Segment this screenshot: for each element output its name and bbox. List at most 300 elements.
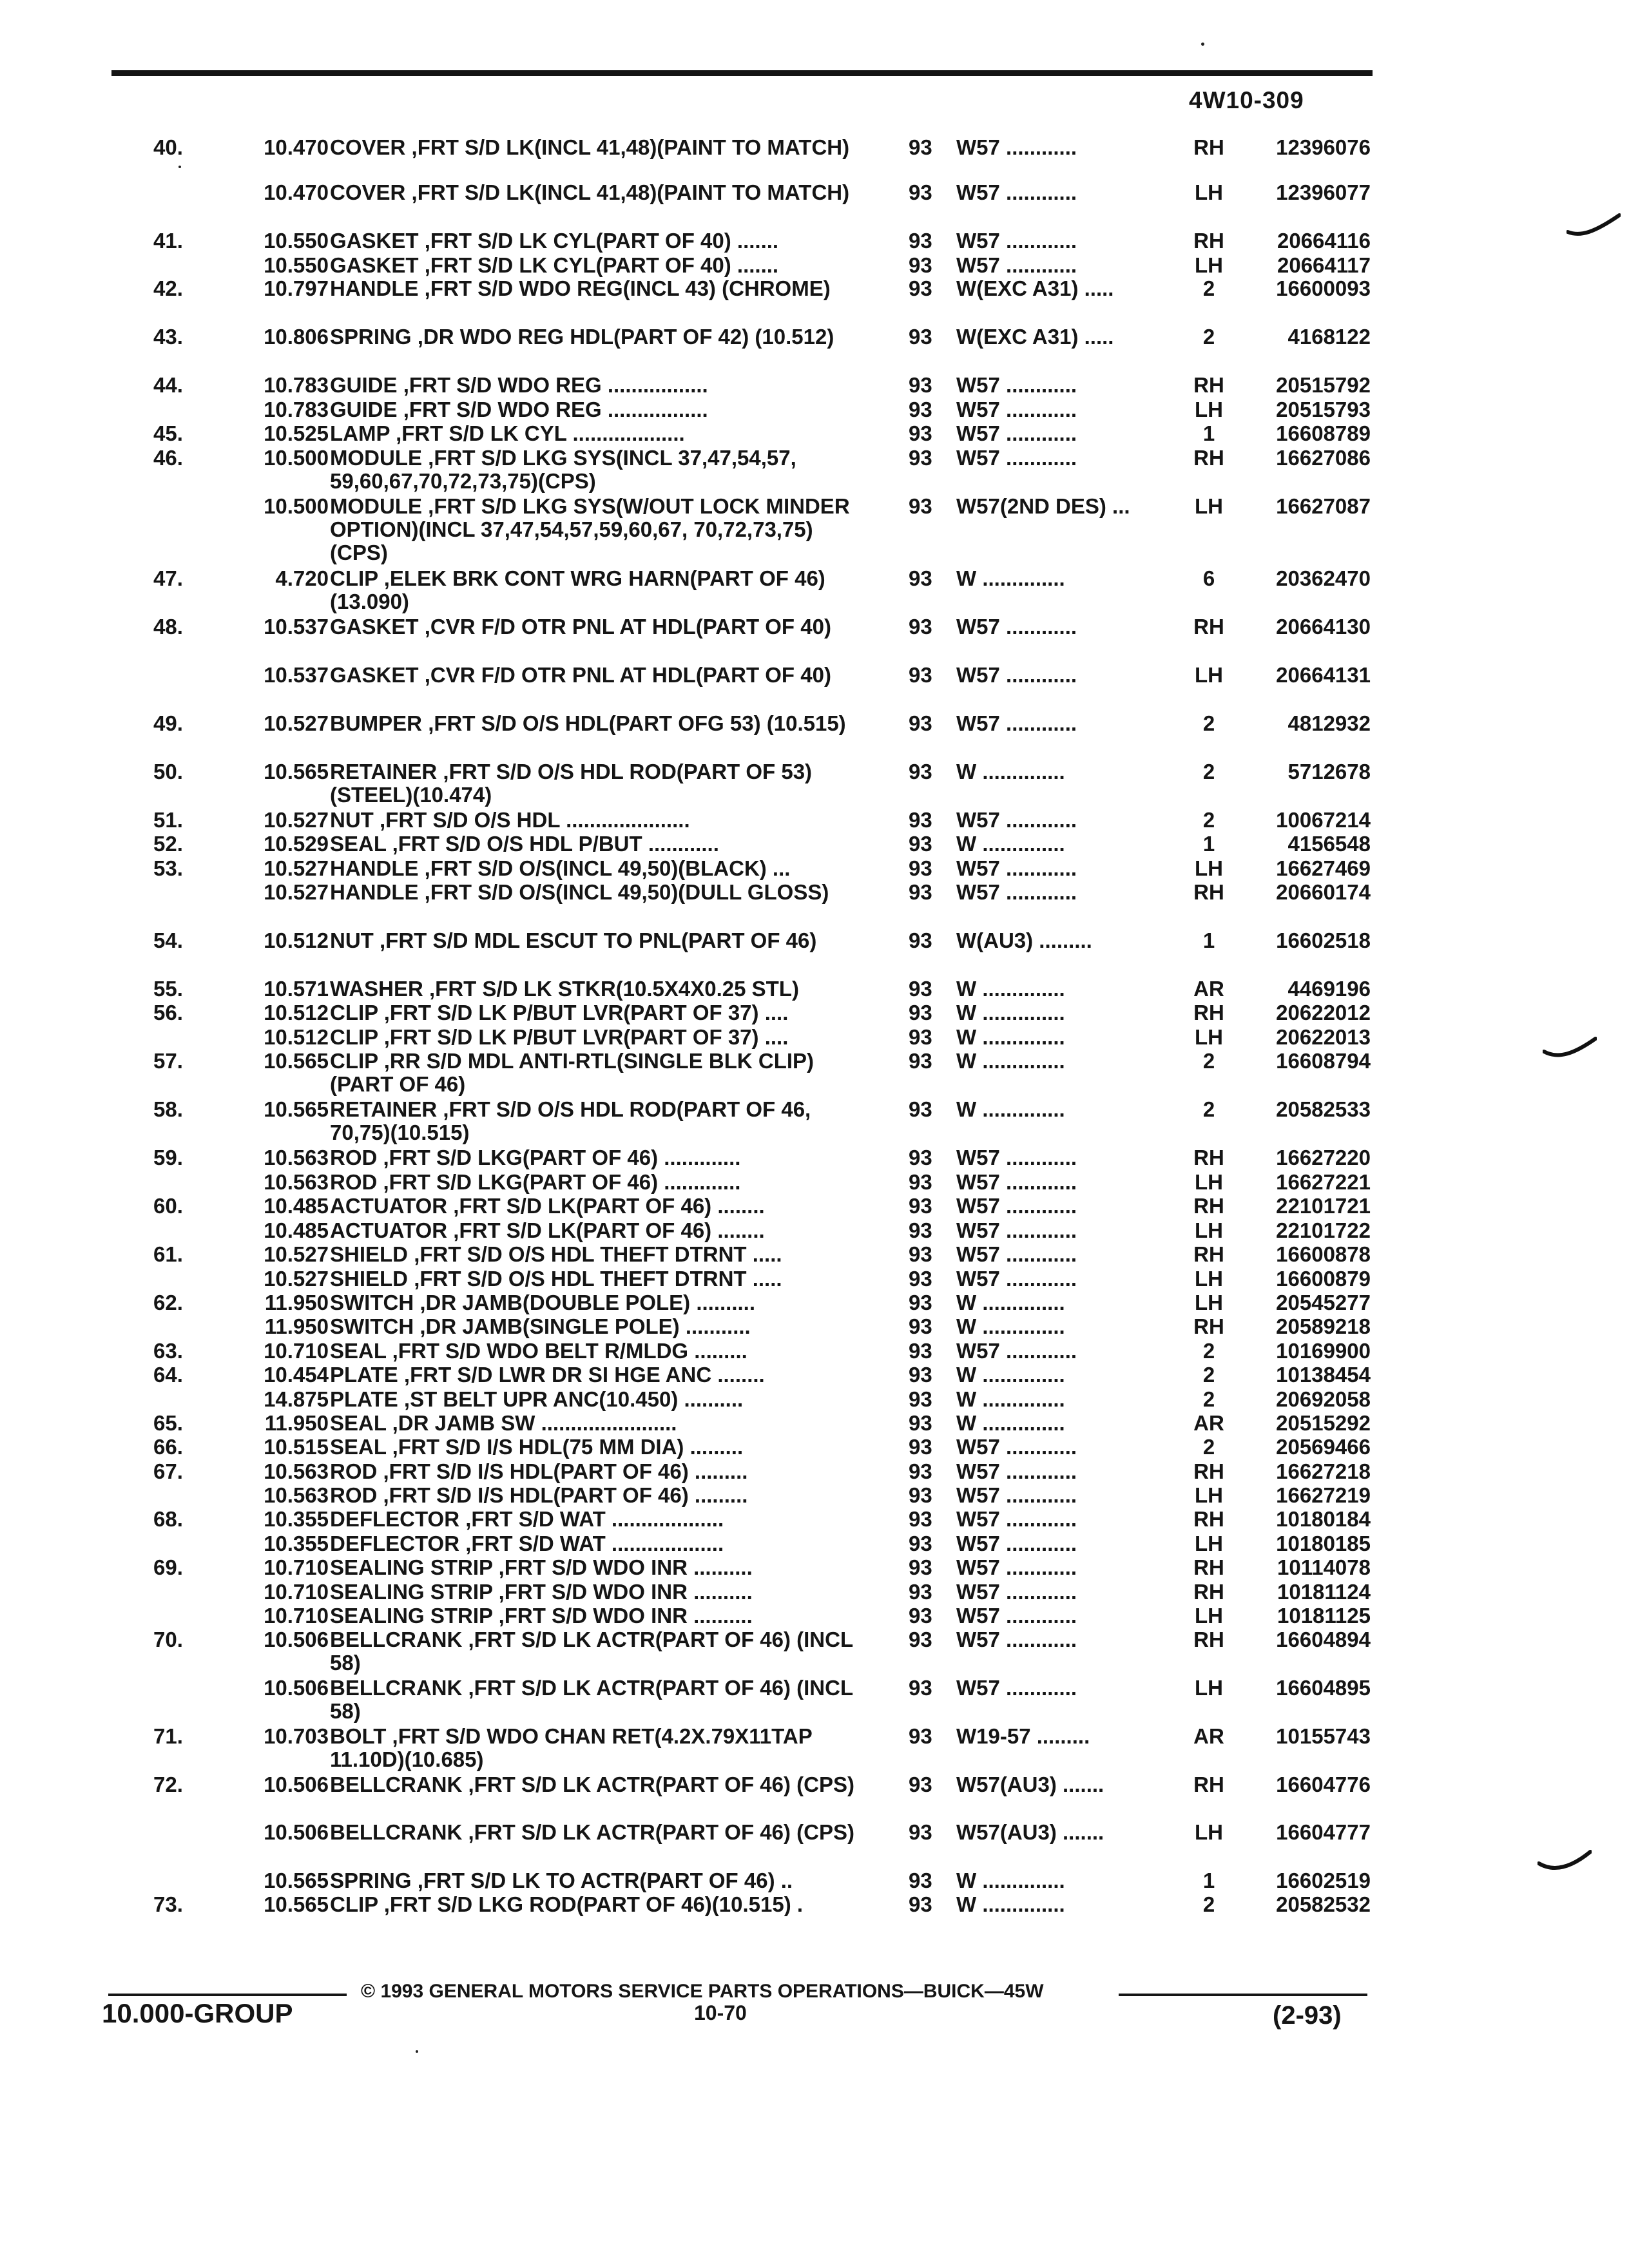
- part-number: 10180185: [1276, 1532, 1371, 1555]
- quantity: RH: [1193, 1194, 1224, 1218]
- part-number: 20515292: [1276, 1411, 1371, 1435]
- part-number: 4812932: [1287, 711, 1371, 735]
- model-year: 93: [909, 1435, 932, 1459]
- part-number: 20692058: [1276, 1387, 1371, 1411]
- model-year: 93: [909, 446, 932, 470]
- quantity: RH: [1193, 1773, 1224, 1796]
- part-number: 20569466: [1276, 1435, 1371, 1459]
- part-description-text: ,FRT S/D WDO BELT R/MLDG .........: [392, 1339, 747, 1363]
- model-year: 93: [909, 135, 932, 159]
- footer-copyright: © 1993 GENERAL MOTORS SERVICE PARTS OPERATIONS—BUICK—45W: [361, 1981, 1044, 2002]
- part-number: 16600879: [1276, 1267, 1371, 1291]
- model-year: 93: [909, 1724, 932, 1748]
- reference-number: 47.: [153, 566, 183, 590]
- model-usage: W ..............: [956, 1869, 1065, 1892]
- model-year: 93: [909, 1507, 932, 1531]
- quantity: LH: [1195, 398, 1223, 421]
- part-number: 16608794: [1276, 1049, 1371, 1073]
- part-description: [330, 1821, 858, 1844]
- part-number: 10169900: [1276, 1339, 1371, 1363]
- parts-row: [0, 1725, 1629, 1773]
- reference-number: 63.: [153, 1339, 183, 1363]
- part-noun: CLIP: [330, 1892, 378, 1916]
- part-noun: SEALING STRIP: [330, 1555, 493, 1579]
- model-year: 93: [909, 880, 932, 904]
- part-description: [330, 1195, 858, 1218]
- part-description-text: ,ELEK BRK CONT WRG HARN(PART OF 46)(13.090): [330, 566, 825, 613]
- model-year: 93: [909, 276, 932, 300]
- part-description: [330, 495, 858, 564]
- part-description: [330, 809, 858, 832]
- part-description: [330, 1508, 858, 1531]
- group-number: 14.875: [264, 1387, 329, 1411]
- model-year: 93: [909, 1049, 932, 1073]
- part-noun: LAMP: [330, 421, 390, 445]
- part-description-text: ,RR S/D MDL ANTI-RTL(SINGLE BLK CLIP) (PART OF 46): [330, 1049, 815, 1096]
- model-usage: W57 ............: [956, 1267, 1077, 1291]
- part-noun: RETAINER: [330, 760, 438, 783]
- part-description: [330, 1677, 858, 1723]
- part-noun: SHIELD: [330, 1267, 409, 1291]
- parts-row: [0, 181, 1629, 229]
- part-description-text: ,FRT S/D LKG(PART OF 46) .............: [383, 1146, 741, 1169]
- part-description-text: ,FRT S/D O/S HDL ROD(PART OF 46, 70,75)(10.515): [330, 1097, 811, 1144]
- part-number: 20664130: [1276, 615, 1371, 639]
- part-number: 20660174: [1276, 880, 1371, 904]
- parts-row: [0, 1893, 1629, 1941]
- part-description: [330, 664, 858, 687]
- part-description: [330, 1869, 858, 1892]
- part-description-text: ,FRT S/D LK(PART OF 46) ........: [453, 1194, 765, 1218]
- part-number: 20515792: [1276, 373, 1371, 397]
- group-number: 10.710: [264, 1555, 329, 1579]
- quantity: RH: [1193, 1242, 1224, 1266]
- part-description-text: ,FRT S/D LKG ROD(PART OF 46)(10.515) .: [383, 1892, 804, 1916]
- part-description-text: ,FRT S/D O/S HDL ROD(PART OF 53) (STEEL)(10.474): [330, 760, 813, 807]
- model-usage: W57 ............: [956, 1243, 1077, 1266]
- part-noun: ACTUATOR: [330, 1194, 448, 1218]
- part-noun: SPRING: [330, 1869, 412, 1892]
- reference-number: 40.: [153, 135, 183, 159]
- group-number: 11.950: [264, 1291, 329, 1314]
- model-usage: W57 ............: [956, 1581, 1077, 1604]
- model-usage: W57 ............: [956, 664, 1077, 687]
- model-usage: W ..............: [956, 1388, 1065, 1411]
- group-number: 10.512: [264, 1025, 329, 1049]
- part-description: [330, 567, 858, 613]
- part-description-text: ,FRT S/D O/S HDL .....................: [380, 808, 690, 832]
- part-noun: BELLCRANK: [330, 1820, 463, 1844]
- parts-row: [0, 1677, 1629, 1724]
- part-description-text: ,FRT S/D I/S HDL(PART OF 46) .........: [383, 1459, 748, 1483]
- quantity: RH: [1193, 615, 1224, 639]
- model-year: 93: [909, 1580, 932, 1604]
- model-year: 93: [909, 1170, 932, 1194]
- part-number: 16604777: [1276, 1820, 1371, 1844]
- model-year: 93: [909, 1532, 932, 1555]
- parts-row: [0, 277, 1629, 325]
- part-description-text: ,FRT S/D LK TO ACTR(PART OF 46) ..: [417, 1869, 793, 1892]
- quantity: RH: [1193, 229, 1224, 253]
- model-usage: W57 ............: [956, 374, 1077, 397]
- quantity: RH: [1193, 1555, 1224, 1579]
- group-number: 10.797: [264, 276, 329, 300]
- parts-row: [0, 929, 1629, 977]
- part-description: [330, 325, 858, 349]
- model-usage: W ..............: [956, 760, 1065, 783]
- group-number: 10.565: [264, 760, 329, 783]
- part-number: 12396077: [1276, 180, 1371, 204]
- part-number: 16600878: [1276, 1242, 1371, 1266]
- model-year: 93: [909, 856, 932, 880]
- reference-number: 43.: [153, 325, 183, 349]
- check-mark-icon: [1566, 213, 1621, 238]
- quantity: AR: [1193, 1411, 1224, 1435]
- part-number: 10155743: [1276, 1724, 1371, 1748]
- part-description: [330, 1001, 858, 1024]
- reference-number: 44.: [153, 373, 183, 397]
- reference-number: 70.: [153, 1628, 183, 1651]
- part-description-text: ,FRT S/D WDO INR ..........: [498, 1604, 753, 1628]
- part-number: 5712678: [1287, 760, 1371, 783]
- parts-row: [0, 1050, 1629, 1097]
- part-description: [330, 1628, 858, 1675]
- model-year: 93: [909, 1892, 932, 1916]
- part-description: [330, 1243, 858, 1266]
- group-number: 10.565: [264, 1892, 329, 1916]
- parts-row: [0, 1098, 1629, 1146]
- parts-row: [0, 664, 1629, 711]
- parts-row: [0, 1773, 1629, 1821]
- group-number: 10.563: [264, 1459, 329, 1483]
- reference-number: 45.: [153, 421, 183, 445]
- part-description-text: ,FRT S/D LK CYL ...................: [396, 421, 685, 445]
- model-usage: W(AU3) .........: [956, 929, 1092, 952]
- group-number: 10.550: [264, 229, 329, 253]
- model-year: 93: [909, 1483, 932, 1507]
- quantity: LH: [1195, 1532, 1223, 1555]
- model-usage: W ..............: [956, 1050, 1065, 1073]
- reference-number: 51.: [153, 808, 183, 832]
- quantity: 2: [1202, 1363, 1215, 1387]
- model-usage: W57 ............: [956, 181, 1077, 204]
- quantity: LH: [1195, 1218, 1223, 1242]
- group-number: 10.550: [264, 253, 329, 277]
- quantity: 2: [1202, 808, 1215, 832]
- model-year: 93: [909, 808, 932, 832]
- quantity: 1: [1202, 1869, 1215, 1892]
- group-number: 10.527: [264, 1242, 329, 1266]
- model-usage: W ..............: [956, 832, 1065, 856]
- model-year: 93: [909, 229, 932, 253]
- reference-number: 73.: [153, 1892, 183, 1916]
- footer-group-label: 10.000-GROUP: [102, 1998, 293, 2028]
- part-description-text: ,DR JAMB SW .......................: [392, 1411, 677, 1435]
- part-description-text: ,FRT S/D LK P/BUT LVR(PART OF 37) ....: [383, 1025, 789, 1049]
- quantity: LH: [1195, 856, 1223, 880]
- part-number: 16627086: [1276, 446, 1371, 470]
- model-usage: W57 ............: [956, 447, 1077, 470]
- parts-row: [0, 712, 1629, 760]
- part-description-text: ,FRT S/D WAT ...................: [465, 1507, 724, 1531]
- model-usage: W ..............: [956, 567, 1065, 590]
- group-number: 10.454: [264, 1363, 329, 1387]
- part-description: [330, 1773, 858, 1796]
- group-number: 10.783: [264, 373, 329, 397]
- model-year: 93: [909, 1604, 932, 1628]
- group-number: 10.512: [264, 928, 329, 952]
- group-number: 10.527: [264, 880, 329, 904]
- model-usage: W57 ............: [956, 422, 1077, 445]
- group-number: 10.500: [264, 494, 329, 518]
- model-year: 93: [909, 1194, 932, 1218]
- parts-row: [0, 494, 1629, 564]
- model-usage: W57 ............: [956, 881, 1077, 904]
- model-year: 93: [909, 1339, 932, 1363]
- quantity: 1: [1202, 832, 1215, 856]
- quantity: 6: [1202, 566, 1215, 590]
- reference-number: 49.: [153, 711, 183, 735]
- quantity: 2: [1202, 760, 1215, 783]
- model-year: 93: [909, 1025, 932, 1049]
- reference-number: 54.: [153, 928, 183, 952]
- part-number: 20362470: [1276, 566, 1371, 590]
- group-number: 10.710: [264, 1339, 329, 1363]
- quantity: LH: [1195, 494, 1223, 518]
- part-description-text: ,FRT S/D LKG(PART OF 46) .............: [383, 1170, 741, 1194]
- part-number: 16604776: [1276, 1773, 1371, 1796]
- part-noun: RETAINER: [330, 1097, 438, 1121]
- part-noun: CLIP: [330, 1001, 378, 1024]
- part-description-text: ,FRT S/D O/S HDL P/BUT ............: [392, 832, 719, 856]
- group-number: 11.950: [264, 1314, 329, 1338]
- model-usage: W19-57 .........: [956, 1725, 1090, 1748]
- scan-speck: [416, 2050, 418, 2053]
- part-noun: MODULE: [330, 446, 422, 470]
- group-number: 10.500: [264, 446, 329, 470]
- parts-row: [0, 567, 1629, 615]
- model-usage: W57(AU3) .......: [956, 1773, 1104, 1796]
- scan-speck: [178, 166, 181, 168]
- quantity: 2: [1202, 711, 1215, 735]
- part-noun: SEALING STRIP: [330, 1604, 493, 1628]
- quantity: 2: [1202, 276, 1215, 300]
- quantity: RH: [1193, 446, 1224, 470]
- group-number: 4.720: [275, 566, 329, 590]
- footer-page-number: 10-70: [694, 2001, 747, 2024]
- part-description: [330, 1340, 858, 1363]
- part-description-text: ,FRT S/D WDO REG(INCL 43) (CHROME): [424, 276, 831, 300]
- part-description: [330, 277, 858, 300]
- part-number: 16627220: [1276, 1146, 1371, 1169]
- group-number: 10.563: [264, 1483, 329, 1507]
- quantity: LH: [1195, 1267, 1223, 1291]
- model-year: 93: [909, 1097, 932, 1121]
- part-number: 20515793: [1276, 398, 1371, 421]
- part-number: 12396076: [1276, 135, 1371, 159]
- part-description: [330, 136, 858, 159]
- part-noun: DEFLECTOR: [330, 1507, 460, 1531]
- part-description-text: ,FRT S/D LK(INCL 41,48)(PAINT TO MATCH): [411, 135, 850, 159]
- part-description-text: ,FRT S/D O/S HDL THEFT DTRNT .....: [414, 1267, 782, 1291]
- model-usage: W(EXC A31) .....: [956, 325, 1114, 349]
- group-number: 10.506: [264, 1773, 329, 1796]
- part-description: [330, 1315, 858, 1338]
- part-description: [330, 1532, 858, 1555]
- part-number: 16602519: [1276, 1869, 1371, 1892]
- parts-row: [0, 325, 1629, 373]
- part-description: [330, 1581, 858, 1604]
- part-description: [330, 254, 858, 277]
- group-number: 10.515: [264, 1435, 329, 1459]
- quantity: LH: [1195, 1820, 1223, 1844]
- part-description: [330, 1893, 858, 1916]
- group-number: 10.470: [264, 135, 329, 159]
- part-noun: COVER: [330, 180, 406, 204]
- reference-number: 53.: [153, 856, 183, 880]
- part-noun: HANDLE: [330, 276, 419, 300]
- part-description: [330, 1026, 858, 1049]
- model-year: 93: [909, 1146, 932, 1169]
- part-noun: BELLCRANK: [330, 1628, 463, 1651]
- group-number: 10.527: [264, 1267, 329, 1291]
- part-description: [330, 1436, 858, 1459]
- part-noun: MODULE: [330, 494, 422, 518]
- model-year: 93: [909, 1555, 932, 1579]
- group-number: 10.806: [264, 325, 329, 349]
- part-description: [330, 1291, 858, 1314]
- part-number: 20664131: [1276, 663, 1371, 687]
- group-number: 10.506: [264, 1676, 329, 1700]
- group-number: 10.527: [264, 711, 329, 735]
- quantity: 2: [1202, 1097, 1215, 1121]
- quantity: LH: [1195, 1483, 1223, 1507]
- quantity: RH: [1193, 373, 1224, 397]
- part-number: 4469196: [1287, 977, 1371, 1001]
- model-usage: W57 ............: [956, 1484, 1077, 1507]
- model-year: 93: [909, 180, 932, 204]
- model-usage: W ..............: [956, 1412, 1065, 1435]
- part-number: 16604895: [1276, 1676, 1371, 1700]
- model-year: 93: [909, 421, 932, 445]
- reference-number: 48.: [153, 615, 183, 639]
- group-number: 10.512: [264, 1001, 329, 1024]
- part-noun: BELLCRANK: [330, 1773, 463, 1796]
- quantity: RH: [1193, 1146, 1224, 1169]
- model-usage: W57 ............: [956, 615, 1077, 639]
- part-description-text: ,FRT S/D LKG SYS(INCL 37,47,54,57, 59,60,67,70,72,73,75)(CPS): [330, 446, 796, 493]
- part-number: 20664117: [1277, 253, 1371, 277]
- part-description: [330, 1604, 858, 1628]
- group-number: 10.703: [264, 1724, 329, 1748]
- part-description: [330, 1098, 858, 1144]
- quantity: LH: [1195, 1604, 1223, 1628]
- part-noun: ROD: [330, 1483, 378, 1507]
- part-number: 20622012: [1276, 1001, 1371, 1024]
- quantity: RH: [1193, 1628, 1224, 1651]
- parts-row: [0, 615, 1629, 663]
- model-year: 93: [909, 1001, 932, 1024]
- group-number: 10.485: [264, 1194, 329, 1218]
- part-number: 4156548: [1287, 832, 1371, 856]
- part-noun: COVER: [330, 135, 406, 159]
- part-noun: SWITCH: [330, 1314, 414, 1338]
- model-year: 93: [909, 1820, 932, 1844]
- model-usage: W ..............: [956, 1098, 1065, 1121]
- parts-row: [0, 881, 1629, 928]
- model-usage: W57 ............: [956, 1146, 1077, 1169]
- model-year: 93: [909, 373, 932, 397]
- reference-number: 58.: [153, 1097, 183, 1121]
- reference-number: 67.: [153, 1459, 183, 1483]
- reference-number: 55.: [153, 977, 183, 1001]
- part-number: 20582532: [1276, 1892, 1371, 1916]
- quantity: 2: [1202, 1892, 1215, 1916]
- part-description-text: ,FRT S/D WDO INR ..........: [498, 1555, 753, 1579]
- part-description-text: ,FRT S/D LK CYL(PART OF 40) .......: [424, 253, 779, 277]
- quantity: RH: [1193, 1001, 1224, 1024]
- model-year: 93: [909, 760, 932, 783]
- model-year: 93: [909, 663, 932, 687]
- model-usage: W57(AU3) .......: [956, 1821, 1104, 1844]
- reference-number: 66.: [153, 1435, 183, 1459]
- group-number: 10.470: [264, 180, 329, 204]
- group-number: 10.527: [264, 808, 329, 832]
- model-year: 93: [909, 494, 932, 518]
- part-description: [330, 1146, 858, 1169]
- part-noun: GASKET: [330, 229, 419, 253]
- part-noun: BOLT: [330, 1724, 387, 1748]
- model-year: 93: [909, 1314, 932, 1338]
- model-usage: W57 ............: [956, 809, 1077, 832]
- part-noun: ROD: [330, 1459, 378, 1483]
- part-noun: GASKET: [330, 615, 419, 639]
- quantity: LH: [1195, 1025, 1223, 1049]
- group-number: 10.537: [264, 663, 329, 687]
- model-year: 93: [909, 1291, 932, 1314]
- group-number: 10.571: [264, 977, 329, 1001]
- part-number: 16602518: [1276, 928, 1371, 952]
- part-description: [330, 181, 858, 204]
- part-number: 10067214: [1276, 808, 1371, 832]
- group-number: 11.950: [264, 1411, 329, 1435]
- model-year: 93: [909, 832, 932, 856]
- part-description: [330, 615, 858, 639]
- model-year: 93: [909, 1411, 932, 1435]
- part-description-text: ,FRT S/D I/S HDL(75 MM DIA) .........: [392, 1435, 744, 1459]
- quantity: RH: [1193, 135, 1224, 159]
- part-number: 16608789: [1276, 421, 1371, 445]
- part-description-text: ,CVR F/D OTR PNL AT HDL(PART OF 40): [424, 663, 831, 687]
- part-description-text: ,FRT S/D O/S(INCL 49,50)(BLACK) ...: [424, 856, 791, 880]
- part-description-text: ,FRT S/D LK STKR(10.5X4X0.25 STL): [429, 977, 799, 1001]
- part-number: 16627469: [1276, 856, 1371, 880]
- part-description-text: ,ST BELT UPR ANC(10.450) ..........: [403, 1387, 744, 1411]
- part-description: [330, 1484, 858, 1507]
- check-mark-icon: [1537, 1849, 1592, 1875]
- group-number: 10.506: [264, 1628, 329, 1651]
- part-description-text: ,DR JAMB(DOUBLE POLE) ..........: [419, 1291, 756, 1314]
- part-noun: ROD: [330, 1170, 378, 1194]
- part-number: 10181124: [1277, 1580, 1371, 1604]
- quantity: 2: [1202, 1339, 1215, 1363]
- model-usage: W57 ............: [956, 1556, 1077, 1579]
- quantity: 1: [1202, 421, 1215, 445]
- model-usage: W57 ............: [956, 1436, 1077, 1459]
- model-year: 93: [909, 615, 932, 639]
- scan-speck: [1201, 43, 1204, 46]
- reference-number: 62.: [153, 1291, 183, 1314]
